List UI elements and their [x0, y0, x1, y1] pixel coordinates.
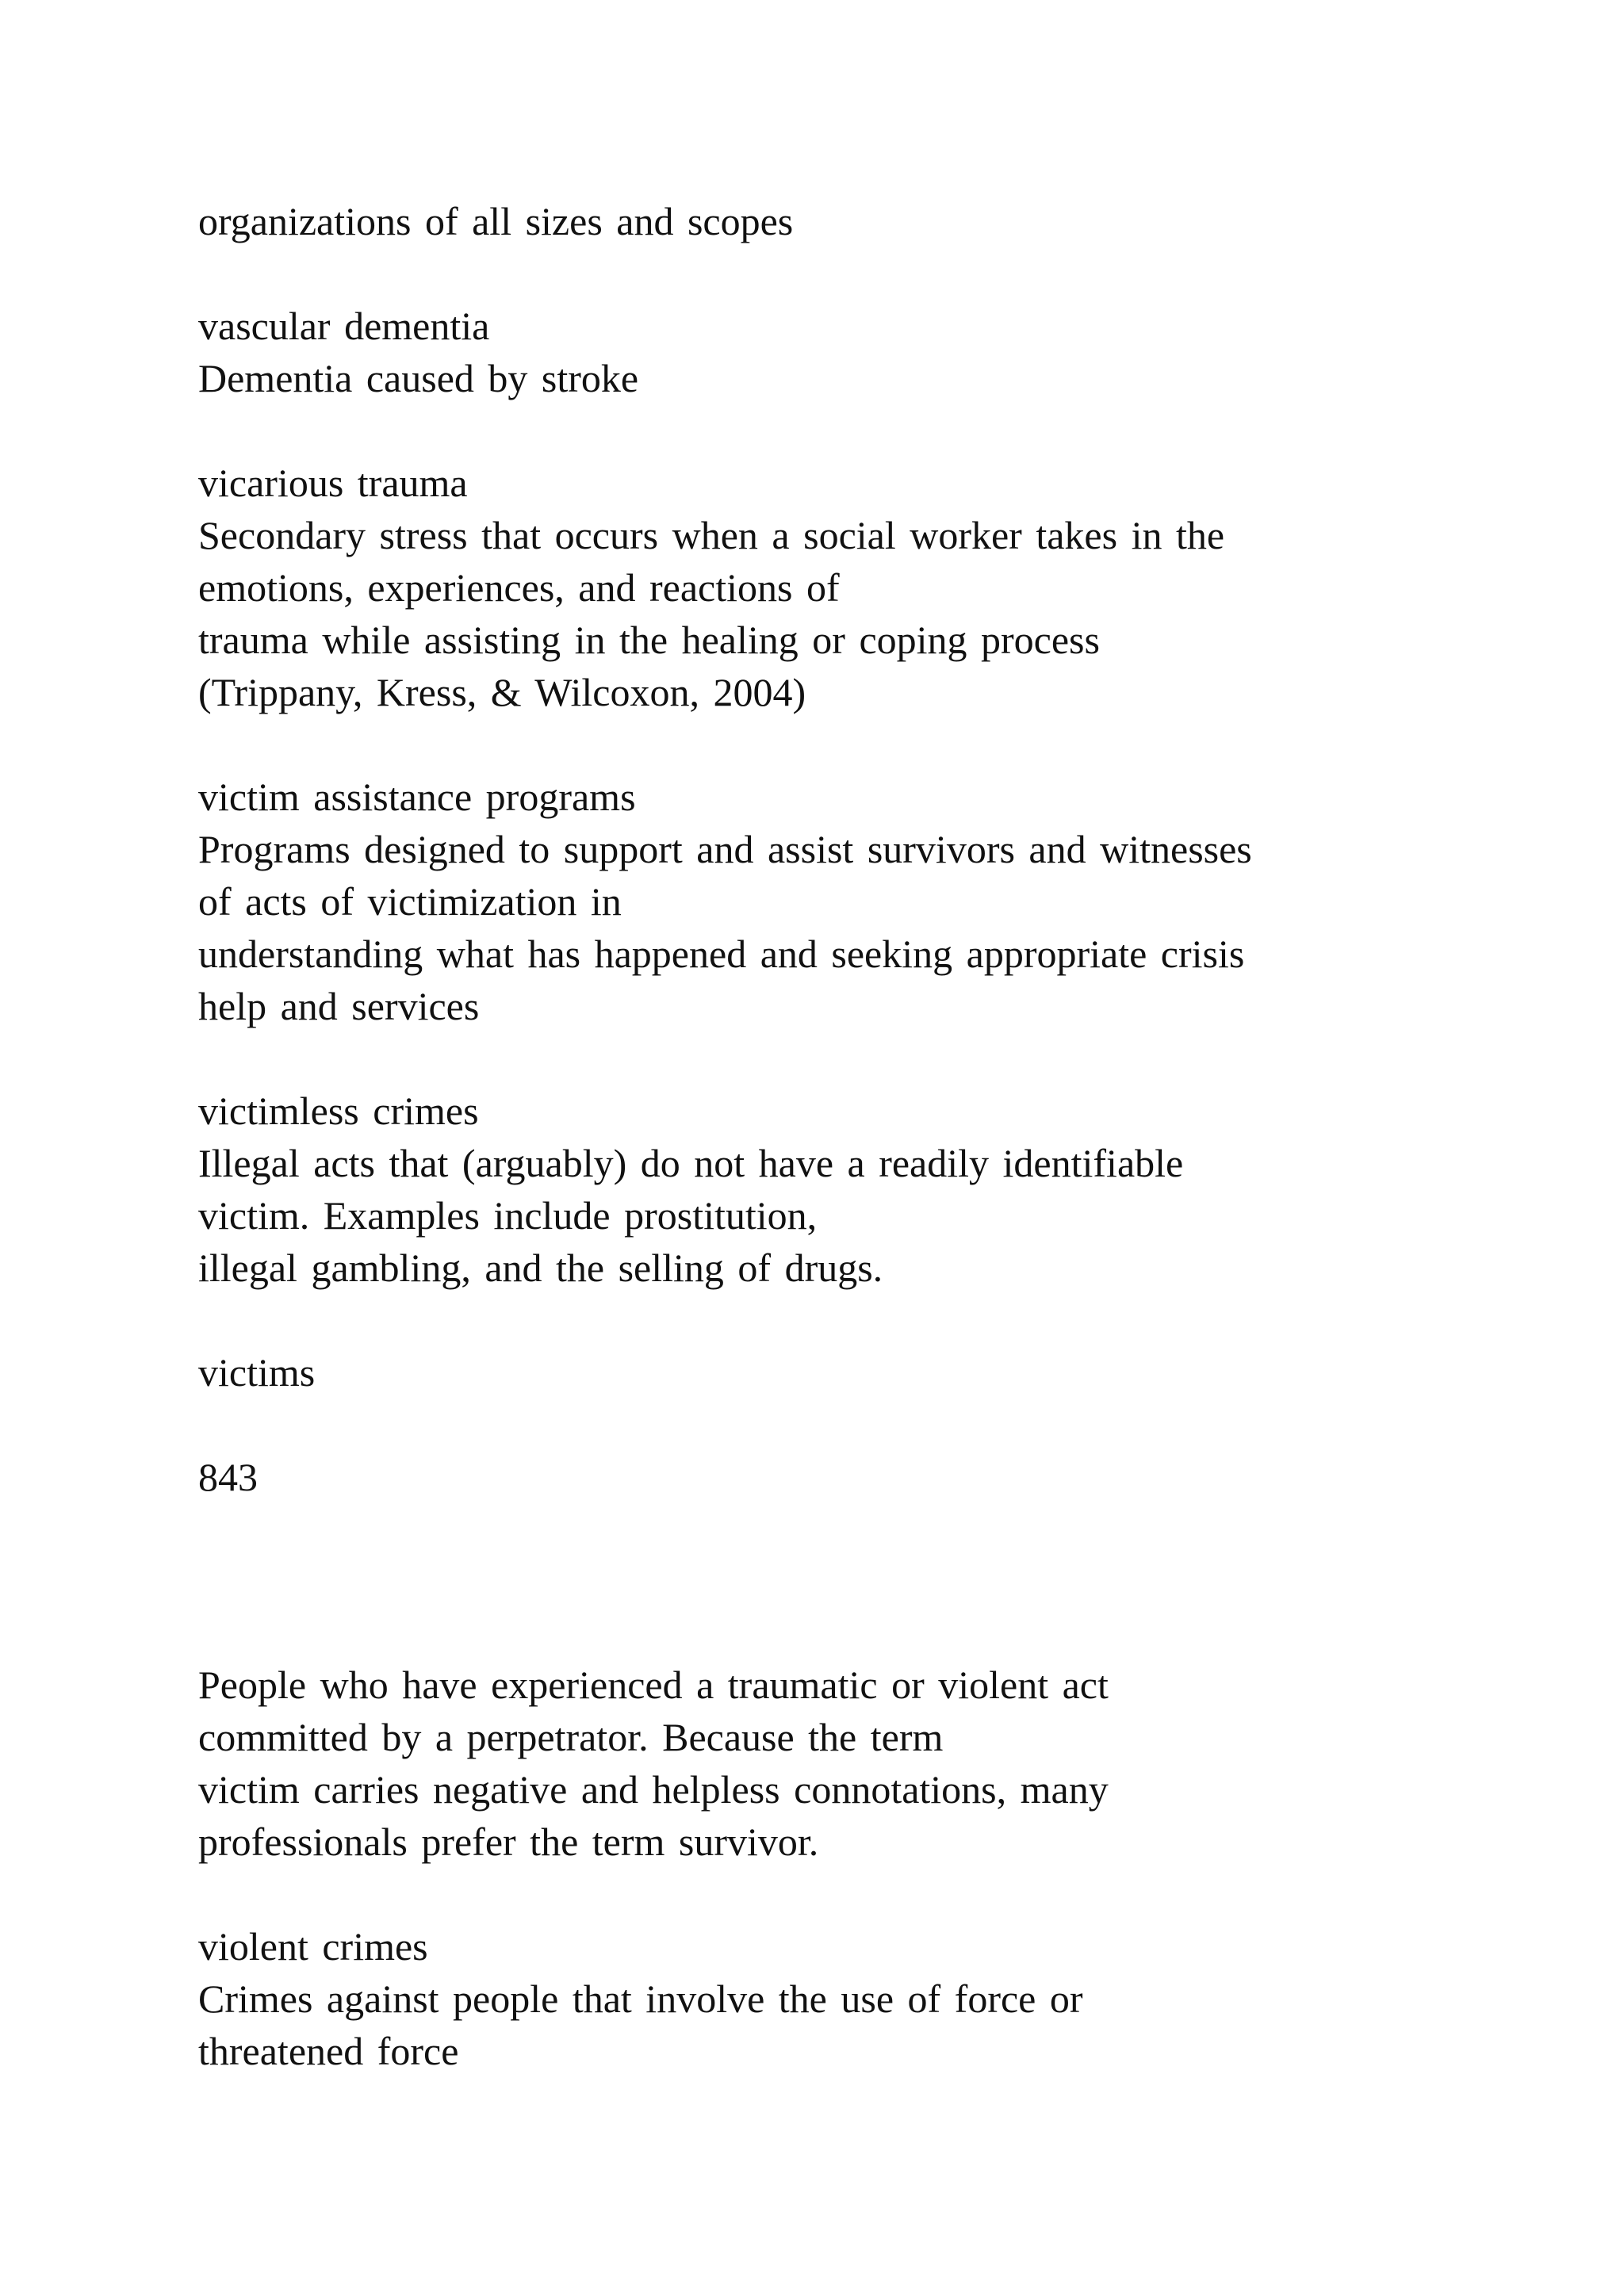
definition-line: Secondary stress that occurs when a social worker takes in the	[198, 513, 1225, 557]
definition-line: Crimes against people that involve the use of force or	[198, 1976, 1083, 2021]
term-heading: victim assistance programs	[198, 775, 636, 819]
definition-line: Dementia caused by stroke	[198, 356, 639, 400]
term-heading: victimless crimes	[198, 1089, 479, 1133]
definition-line: Illegal acts that (arguably) do not have a readily identifiable	[198, 1141, 1184, 1185]
term-heading: victims	[198, 1350, 316, 1395]
definition-line: understanding what has happened and seeking appropriate crisis	[198, 932, 1245, 976]
definition-line: Programs designed to support and assist survivors and witnesses	[198, 827, 1252, 871]
term-heading: vicarious trauma	[198, 461, 468, 505]
definition-line: illegal gambling, and the selling of drugs.	[198, 1246, 883, 1290]
definition-line: victim. Examples include prostitution,	[198, 1193, 818, 1238]
definition-line: emotions, experiences, and reactions of	[198, 565, 840, 610]
definition-line: People who have experienced a traumatic or violent act	[198, 1663, 1109, 1707]
definition-line: threatened force	[198, 2029, 459, 2073]
definition-line: trauma while assisting in the healing or coping process	[198, 618, 1100, 662]
definition-line: of acts of victimization in	[198, 879, 622, 924]
text-line: organizations of all sizes and scopes	[198, 199, 794, 243]
term-heading: vascular dementia	[198, 304, 490, 348]
term-heading: violent crimes	[198, 1924, 428, 1969]
definition-line: (Trippany, Kress, & Wilcoxon, 2004)	[198, 670, 806, 714]
definition-line: committed by a perpetrator. Because the term	[198, 1715, 944, 1759]
definition-line: professionals prefer the term survivor.	[198, 1820, 819, 1864]
page-number: 843	[198, 1455, 258, 1499]
definition-line: help and services	[198, 984, 480, 1028]
definition-line: victim carries negative and helpless connotations, many	[198, 1767, 1109, 1812]
